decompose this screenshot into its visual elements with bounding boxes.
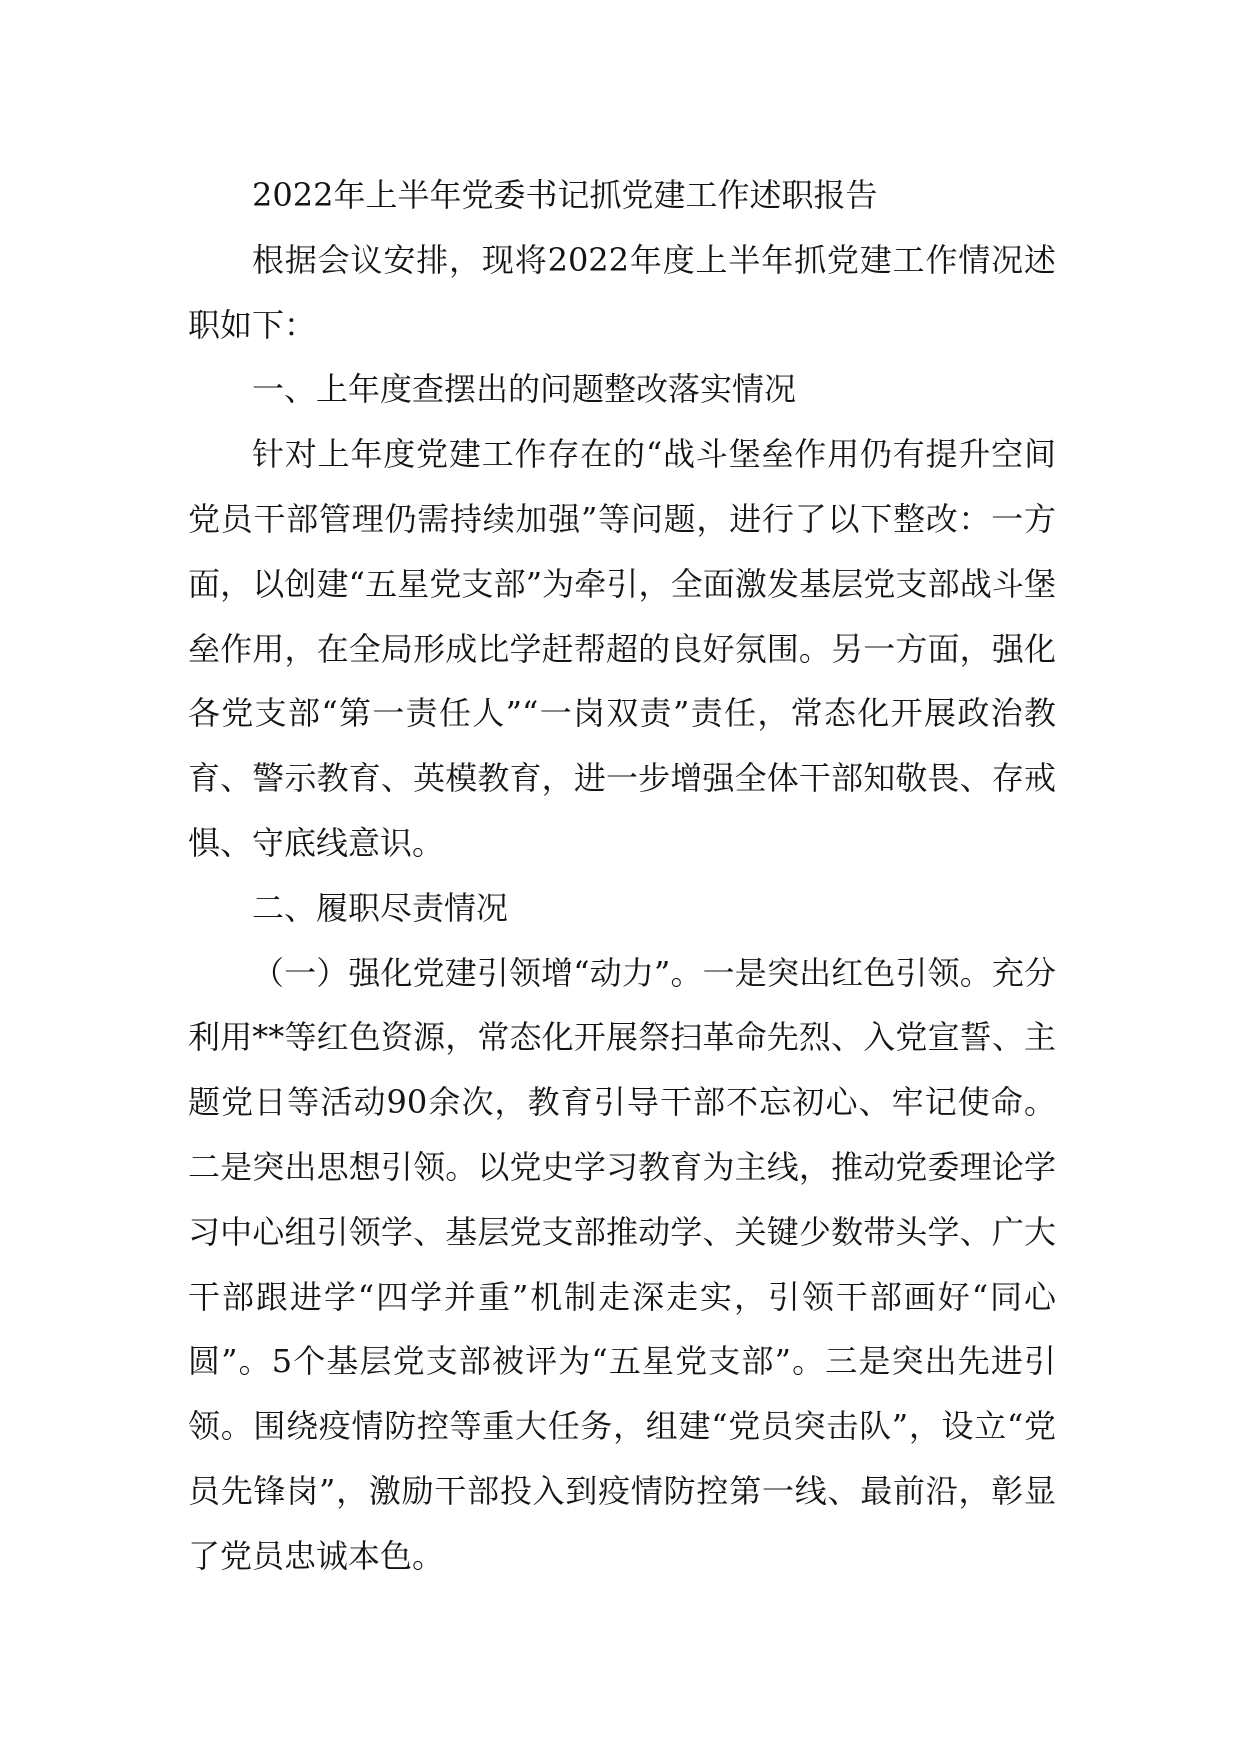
section-paragraph-1: 针对上年度党建工作存在的“战斗堡垒作用仍有提升空间党员干部管理仍需持续加强”等问题，进行了以下整改：一方面，以创建“五星党支部”为牵引，全面激发基层党支部战斗堡垒作用，在全局形成比学赶帮超的良好氛围。另一方面，强化各党支部“第一责任人”“一岗双责”责任，常态化开展政治教育、警示教育、英模教育，进一步增强全体干部知敬畏、存戒惧、守底线意识。 bbox=[188, 435, 1056, 862]
section-paragraph-2: （一）强化党建引领增“动力”。一是突出红色引领。充分利用**等红色资源，常态化开展祭扫革命先烈、入党宣誓、主题党日等活动90余次，教育引导干部不忘初心、牢记使命。二是突出思想引领。以党史学习教育为主线，推动党委理论学习中心组引领学、基层党支部推动学、关键少数带头学、广大干部跟进学“四学并重”机制走深走实，引领干部画好“同心圆”。5个基层党支部被评为“五星党支部”。三是突出先进引领。围绕疫情防控等重大任务，组建“党员突击队”，设立“党员先锋岗”，激励干部投入到疫情防控第一线、最前沿，彰显了党员忠诚本色。 bbox=[188, 953, 1056, 1575]
document-title: 2022年上半年党委书记抓党建工作述职报告 bbox=[252, 176, 878, 214]
intro-paragraph: 根据会议安排，现将2022年度上半年抓党建工作情况述职如下： bbox=[188, 240, 1056, 344]
section-heading-2: 二、履职尽责情况 bbox=[252, 888, 509, 927]
document-body bbox=[188, 163, 1056, 1589]
section-heading-1: 一、上年度查摆出的问题整改落实情况 bbox=[252, 370, 797, 409]
